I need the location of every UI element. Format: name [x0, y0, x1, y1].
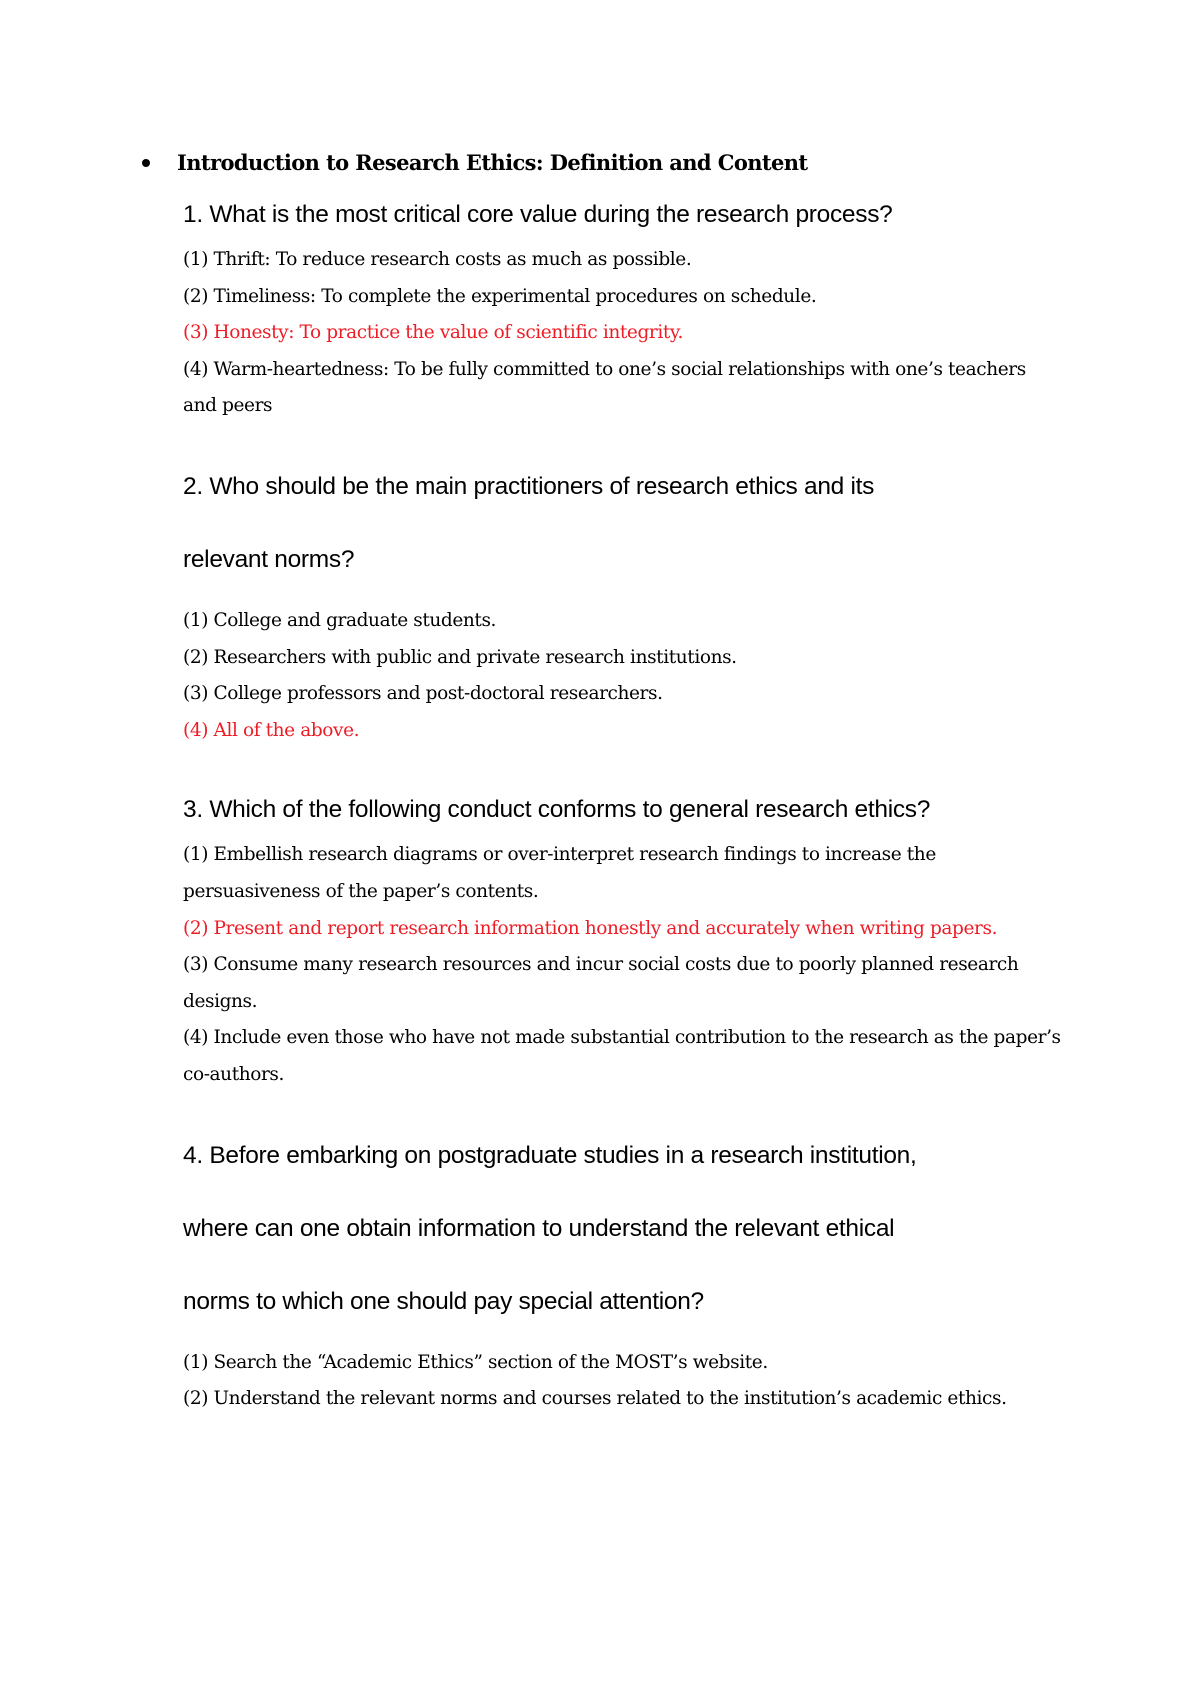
- bullet-icon: [142, 159, 150, 167]
- question-2-text: 2. Who should be the main practitioners of research ethics and its relevant norms?: [183, 472, 875, 573]
- question-1: [183, 198, 1063, 425]
- spacer: [183, 749, 1063, 793]
- question-4-options: [183, 1345, 1063, 1418]
- question-1-option-4: (4) Warm-heartedness: To be fully committed to one’s social relationships with one’s teachers and peers: [183, 358, 1026, 417]
- question-3-option-2-correct: (2) Present and report research information honestly and accurately when writing papers.: [183, 917, 998, 939]
- question-3-option-4: (4) Include even those who have not made substantial contribution to the research as the paper’s co-authors.: [183, 1027, 1061, 1085]
- question-2: [183, 450, 1063, 749]
- question-1-option-1: (1) Thrift: To reduce research costs as much as possible.: [183, 249, 692, 270]
- question-4: [183, 1119, 1063, 1418]
- section-heading: [142, 150, 808, 175]
- question-2-options: [183, 603, 1063, 749]
- question-3-options: [183, 837, 1063, 1093]
- question-list: [183, 198, 1063, 1418]
- question-1-option-2: (2) Timeliness: To complete the experimental procedures on schedule.: [183, 285, 817, 307]
- question-2-option-4-correct: (4) All of the above.: [183, 719, 360, 741]
- question-1-option-3-correct: (3) Honesty: To practice the value of scientific integrity.: [183, 322, 683, 344]
- question-3-option-3: (3) Consume many research resources and incur social costs due to poorly planned research designs.: [183, 954, 1019, 1012]
- question-4-option-1: (1) Search the “Academic Ethics” section of the MOST’s website.: [183, 1351, 768, 1373]
- question-2-option-2: (2) Researchers with public and private research institutions.: [183, 646, 737, 668]
- question-3-option-1: (1) Embellish research diagrams or over-interpret research findings to increase the persuasiveness of the paper’s contents.: [183, 844, 936, 902]
- question-1-text: 1. What is the most critical core value during the research process?: [183, 201, 893, 228]
- question-2-option-1: (1) College and graduate students.: [183, 609, 497, 631]
- question-1-options: [183, 242, 1063, 425]
- question-3: [183, 793, 1063, 1093]
- question-2-option-3: (3) College professors and post-doctoral researchers.: [183, 683, 663, 705]
- question-4-text: 4. Before embarking on postgraduate studies in a research institution, where can one obtain information to understand the relevant ethical norms to which one should pay special attention?: [183, 1141, 917, 1315]
- section-title: Introduction to Research Ethics: Definition and Content: [177, 150, 808, 175]
- question-4-option-2: (2) Understand the relevant norms and courses related to the institution’s academic ethics.: [183, 1388, 1007, 1410]
- question-3-text: 3. Which of the following conduct conforms to general research ethics?: [183, 796, 931, 824]
